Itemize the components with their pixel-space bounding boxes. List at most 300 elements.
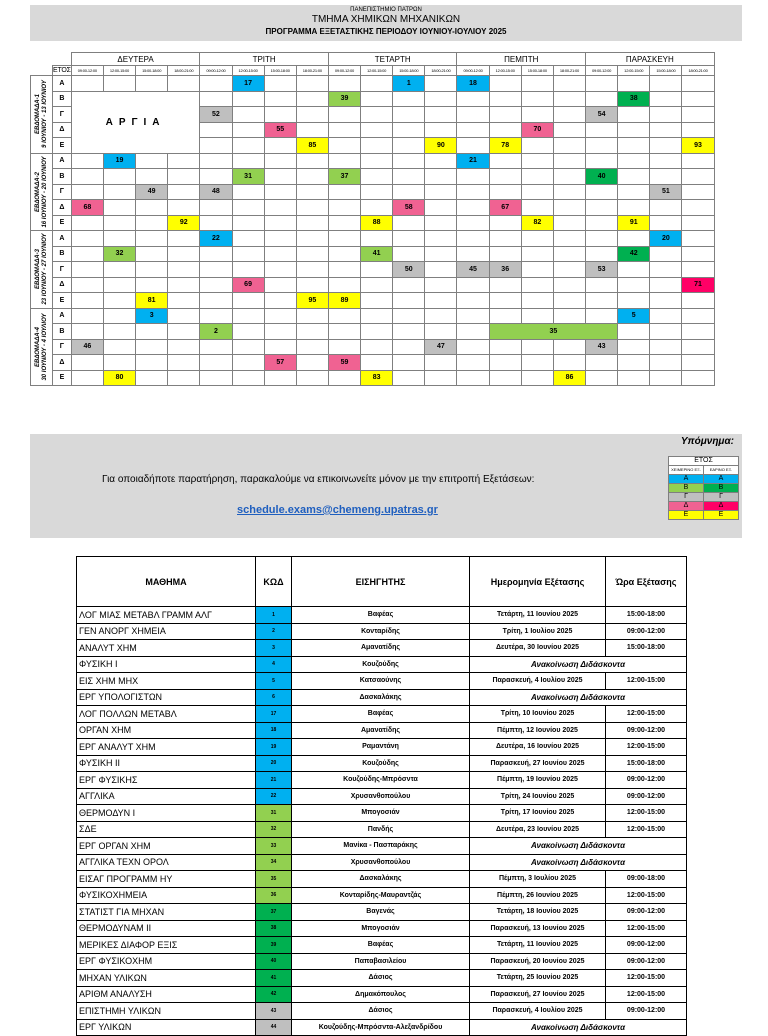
course-row: [77, 854, 687, 871]
slot-cell: [71, 324, 103, 340]
course-code: 20: [256, 755, 292, 772]
year-letter: Ε: [53, 293, 72, 309]
slot-cell: [650, 91, 682, 107]
slot-cell: [489, 91, 521, 107]
slot-cell: [200, 169, 232, 185]
slot-cell: [136, 339, 168, 355]
year-letter: Α: [53, 76, 72, 92]
slot-cell: [296, 122, 328, 138]
course-instructor: Ραμαντάνη: [292, 739, 470, 756]
course-instructor: Δημακόπουλος: [292, 986, 470, 1003]
course-code: 37: [256, 904, 292, 921]
exam-code-cell: 2: [200, 324, 232, 340]
slot-cell: [393, 138, 425, 154]
year-letter: Γ: [53, 184, 72, 200]
course-row: [77, 970, 687, 987]
slot-cell: [393, 324, 425, 340]
course-exam-date: Τετάρτη, 11 Ιουνίου 2025: [470, 607, 606, 624]
legend-swatch: Δ: [669, 502, 704, 511]
schedule-row: [31, 262, 715, 278]
legend-row: [669, 502, 739, 511]
slot-cell: [168, 153, 200, 169]
slot-cell: [425, 246, 457, 262]
exam-code-cell: 40: [586, 169, 618, 185]
course-name: ΕΡΓ ΥΛΙΚΩΝ: [77, 1019, 256, 1036]
course-exam-date: Τρίτη, 10 Ιουνίου 2025: [470, 706, 606, 723]
slot-cell: [553, 339, 585, 355]
course-exam-time: 12:00-15:00: [606, 986, 687, 1003]
course-exam-time: 12:00-15:00: [606, 821, 687, 838]
slot-cell: [650, 355, 682, 371]
exam-code-cell: 42: [618, 246, 650, 262]
year-letter: Ε: [53, 215, 72, 231]
course-instructor: Μπογοσιάν: [292, 920, 470, 937]
week-dates: 16 ΙΟΥΝΙΟΥ - 20 ΙΟΥΝΙΟΥ: [41, 156, 48, 228]
slot-cell: [103, 200, 135, 216]
week-dates: 30 ΙΟΥΝΙΟΥ - 4 ΙΟΥΛΙΟΥ: [41, 313, 48, 381]
slot-cell: [393, 231, 425, 247]
legend-title: Υπόμνημα:: [680, 436, 734, 447]
course-exam-date: Τρίτη, 24 Ιουνίου 2025: [470, 788, 606, 805]
schedule-row: [31, 231, 715, 247]
exam-code-cell: 67: [489, 200, 521, 216]
course-code: 36: [256, 887, 292, 904]
slot-cell: [361, 355, 393, 371]
slot-cell: [682, 308, 714, 324]
exam-code-cell: 32: [103, 246, 135, 262]
time-slot-header: 09:00-12:00: [586, 66, 618, 76]
course-exam-date: Τρίτη, 1 Ιουλίου 2025: [470, 623, 606, 640]
course-code: 39: [256, 937, 292, 954]
slot-cell: [264, 76, 296, 92]
slot-cell: [618, 184, 650, 200]
slot-cell: [200, 370, 232, 386]
course-instructor: Μανίκα - Πασπαράκης: [292, 838, 470, 855]
slot-cell: [393, 215, 425, 231]
exam-code-cell: 46: [71, 339, 103, 355]
slot-cell: [361, 91, 393, 107]
slot-cell: [521, 200, 553, 216]
course-instructor: Χρυσανθοπούλου: [292, 854, 470, 871]
course-exam-date: Πέμπτη, 3 Ιουλίου 2025: [470, 871, 606, 888]
time-slot-header: 09:00-12:00: [200, 66, 232, 76]
slot-cell: [71, 293, 103, 309]
exam-code-cell: 86: [553, 370, 585, 386]
course-exam-time: 12:00-15:00: [606, 739, 687, 756]
exam-code-cell: 53: [586, 262, 618, 278]
exam-code-cell: 36: [489, 262, 521, 278]
slot-cell: [200, 215, 232, 231]
legend-row: [669, 484, 739, 493]
slot-cell: [489, 293, 521, 309]
course-name: ΦΥΣΙΚΗ ΙΙ: [77, 755, 256, 772]
slot-cell: [393, 246, 425, 262]
course-code: 21: [256, 772, 292, 789]
time-slot-header: 15:00-18:00: [521, 66, 553, 76]
course-exam-date: Παρασκευή, 4 Ιουλίου 2025: [470, 673, 606, 690]
slot-cell: [489, 339, 521, 355]
schedule-row: [31, 277, 715, 293]
course-row: [77, 607, 687, 624]
slot-cell: [393, 355, 425, 371]
exam-code-cell: 68: [71, 200, 103, 216]
slot-cell: [361, 169, 393, 185]
course-name: ΕΙΣΑΓ ΠΡΟΓΡΑΜΜ ΗΥ: [77, 871, 256, 888]
exam-code-cell: 51: [650, 184, 682, 200]
time-slot-header: 18:00-21:00: [296, 66, 328, 76]
slot-cell: [650, 262, 682, 278]
schedule-row: [31, 215, 715, 231]
slot-cell: [136, 215, 168, 231]
course-code: 5: [256, 673, 292, 690]
slot-cell: [232, 91, 264, 107]
course-name: ΑΓΓΛΙΚΑ: [77, 788, 256, 805]
slot-cell: [361, 293, 393, 309]
course-column-header: Ημερομηνία Εξέτασης: [470, 557, 606, 607]
course-instructor: Δασκαλάκης: [292, 689, 470, 706]
slot-cell: [168, 169, 200, 185]
slot-cell: [425, 262, 457, 278]
slot-cell: [296, 107, 328, 123]
course-exam-date: Παρασκευή, 27 Ιουνίου 2025: [470, 755, 606, 772]
year-letter: Δ: [53, 355, 72, 371]
slot-cell: [361, 184, 393, 200]
slot-cell: [296, 370, 328, 386]
exam-code-cell: 41: [361, 246, 393, 262]
exam-code-cell: 49: [136, 184, 168, 200]
slot-cell: [650, 122, 682, 138]
slot-cell: [136, 153, 168, 169]
schedule-row: [31, 153, 715, 169]
slot-cell: [425, 107, 457, 123]
day-header-row: [31, 53, 715, 66]
slot-cell: [200, 153, 232, 169]
course-exam-time: 09:00-12:00: [606, 953, 687, 970]
slot-cell: [103, 231, 135, 247]
slot-cell: [425, 370, 457, 386]
legend-swatch: Δ: [704, 502, 739, 511]
slot-cell: [232, 200, 264, 216]
slot-cell: [553, 138, 585, 154]
slot-cell: [586, 215, 618, 231]
slot-cell: [136, 200, 168, 216]
slot-cell: [682, 91, 714, 107]
slot-cell: [328, 370, 360, 386]
schedule-row: [31, 184, 715, 200]
slot-cell: [361, 153, 393, 169]
course-exam-time: 12:00-15:00: [606, 805, 687, 822]
course-name: ΑΓΓΛΙΚΑ ΤΕΧΝ ΟΡΟΛ: [77, 854, 256, 871]
course-row: [77, 838, 687, 855]
slot-cell: [296, 355, 328, 371]
slot-cell: [71, 231, 103, 247]
slot-cell: [682, 169, 714, 185]
year-letter: Α: [53, 231, 72, 247]
slot-cell: [200, 308, 232, 324]
exam-code-cell: 5: [618, 308, 650, 324]
course-exam-date: Πέμπτη, 26 Ιουνίου 2025: [470, 887, 606, 904]
slot-cell: [71, 184, 103, 200]
exam-code-cell: 57: [264, 355, 296, 371]
year-letter: Α: [53, 153, 72, 169]
slot-cell: [489, 215, 521, 231]
slot-cell: [136, 324, 168, 340]
slot-cell: [103, 308, 135, 324]
slot-cell: [457, 91, 489, 107]
course-code: 19: [256, 739, 292, 756]
slot-cell: [489, 76, 521, 92]
slot-cell: [457, 293, 489, 309]
slot-cell: [71, 215, 103, 231]
course-row: [77, 805, 687, 822]
slot-cell: [618, 370, 650, 386]
slot-cell: [650, 277, 682, 293]
slot-cell: [232, 107, 264, 123]
slot-cell: [264, 91, 296, 107]
course-code: 31: [256, 805, 292, 822]
course-exam-date: Δευτέρα, 16 Ιουνίου 2025: [470, 739, 606, 756]
course-name: ΛΟΓ ΠΟΛΛΩΝ ΜΕΤΑΒΛ: [77, 706, 256, 723]
slot-cell: [200, 122, 232, 138]
slot-cell: [521, 246, 553, 262]
slot-cell: [457, 200, 489, 216]
slot-cell: [650, 308, 682, 324]
slot-cell: [296, 153, 328, 169]
slot-cell: [103, 355, 135, 371]
slot-cell: [328, 231, 360, 247]
slot-cell: [361, 324, 393, 340]
slot-cell: [521, 262, 553, 278]
slot-cell: [618, 169, 650, 185]
slot-cell: [553, 76, 585, 92]
course-instructor: Χρυσανθοπούλου: [292, 788, 470, 805]
slot-cell: [553, 231, 585, 247]
course-row: [77, 739, 687, 756]
course-instructor: Κουζούδης-Μπρόσντα-Αλεξανδρίδου: [292, 1019, 470, 1036]
slot-cell: [521, 91, 553, 107]
slot-cell: [361, 138, 393, 154]
schedule-row: [31, 370, 715, 386]
slot-cell: [393, 293, 425, 309]
slot-cell: [232, 262, 264, 278]
exam-code-cell: 48: [200, 184, 232, 200]
slot-cell: [457, 169, 489, 185]
slot-cell: [650, 215, 682, 231]
slot-cell: [296, 200, 328, 216]
slot-cell: [200, 200, 232, 216]
slot-cell: [136, 277, 168, 293]
slot-cell: [457, 355, 489, 371]
slot-cell: [521, 370, 553, 386]
course-code: 43: [256, 1003, 292, 1020]
slot-cell: [586, 122, 618, 138]
slot-cell: [296, 76, 328, 92]
slot-cell: [296, 262, 328, 278]
course-name: ΕΡΓ ΟΡΓΑΝ ΧΗΜ: [77, 838, 256, 855]
slot-cell: [682, 355, 714, 371]
course-exam-time: 09:00-12:00: [606, 1003, 687, 1020]
exam-code-cell: 91: [618, 215, 650, 231]
slot-cell: [264, 231, 296, 247]
slot-cell: [650, 324, 682, 340]
slot-cell: [682, 231, 714, 247]
slot-cell: [521, 107, 553, 123]
slot-cell: [457, 107, 489, 123]
slot-cell: [136, 246, 168, 262]
week-name: ΕΒΔΟΜΑΔΑ-2: [34, 171, 41, 212]
course-name: ΦΥΣΙΚΗ Ι: [77, 656, 256, 673]
slot-cell: [553, 184, 585, 200]
slot-cell: [489, 169, 521, 185]
slot-cell: [103, 76, 135, 92]
slot-cell: [425, 200, 457, 216]
time-slot-header: 18:00-21:00: [553, 66, 585, 76]
day-header: ΠΕΜΠΤΗ: [457, 53, 586, 66]
course-name: ΓΕΝ ΑΝΟΡΓ ΧΗΜΕΙΑ: [77, 623, 256, 640]
course-exam-date: Παρασκευή, 27 Ιουνίου 2025: [470, 986, 606, 1003]
slot-cell: [136, 76, 168, 92]
course-row: [77, 986, 687, 1003]
slot-cell: [264, 262, 296, 278]
slot-cell: [457, 246, 489, 262]
legend-swatch: Α: [704, 475, 739, 484]
time-slot-header: 15:00-18:00: [393, 66, 425, 76]
slot-cell: [425, 76, 457, 92]
slot-cell: [361, 107, 393, 123]
slot-cell: [586, 184, 618, 200]
slot-cell: [296, 91, 328, 107]
slot-cell: [71, 355, 103, 371]
course-exam-date: Πέμπτη, 19 Ιουνίου 2025: [470, 772, 606, 789]
slot-cell: [71, 169, 103, 185]
week-dates: 23 ΙΟΥΝΙΟΥ - 27 ΙΟΥΝΙΟΥ: [41, 233, 48, 305]
slot-cell: [586, 138, 618, 154]
slot-cell: [457, 215, 489, 231]
course-name: ΘΕΡΜΟΔΥΝ Ι: [77, 805, 256, 822]
course-instructor: Κονταρίδης: [292, 623, 470, 640]
slot-cell: [296, 231, 328, 247]
slot-cell: [232, 308, 264, 324]
legend-swatch: Γ: [669, 493, 704, 502]
exam-code-cell: 82: [521, 215, 553, 231]
slot-cell: [200, 355, 232, 371]
course-row: [77, 887, 687, 904]
schedule-row: [31, 339, 715, 355]
legend-row: [669, 493, 739, 502]
slot-cell: [682, 107, 714, 123]
slot-cell: [328, 308, 360, 324]
course-code: 44: [256, 1019, 292, 1036]
slot-cell: [553, 122, 585, 138]
time-slot-header: 12:00-15:00: [489, 66, 521, 76]
slot-cell: [425, 231, 457, 247]
course-code: 1: [256, 607, 292, 624]
slot-cell: [586, 293, 618, 309]
slot-cell: [457, 308, 489, 324]
slot-cell: [553, 262, 585, 278]
exam-code-cell: 89: [328, 293, 360, 309]
contact-message: Για οποιαδήποτε παρατήρηση, παρακαλούμε να επικοινωνείτε μόνον με την επιτροπή Εξετάσεων:: [102, 474, 535, 485]
course-name: ΕΡΓ ΦΥΣΙΚΟΧΗΜ: [77, 953, 256, 970]
slot-cell: [200, 339, 232, 355]
schedule-row: [31, 169, 715, 185]
course-name: ΣΔΕ: [77, 821, 256, 838]
slot-cell: [425, 293, 457, 309]
course-row: [77, 788, 687, 805]
exam-code-cell: 90: [425, 138, 457, 154]
slot-cell: [425, 215, 457, 231]
slot-cell: [393, 107, 425, 123]
course-row: [77, 920, 687, 937]
time-slot-header: 09:00-12:00: [328, 66, 360, 76]
course-code: 38: [256, 920, 292, 937]
exam-code-cell: 92: [168, 215, 200, 231]
slot-cell: [553, 308, 585, 324]
course-row: [77, 640, 687, 657]
year-letter: Β: [53, 324, 72, 340]
slot-cell: [457, 370, 489, 386]
slot-cell: [328, 138, 360, 154]
slot-cell: [168, 200, 200, 216]
slot-cell: [264, 169, 296, 185]
year-letter: Δ: [53, 277, 72, 293]
slot-cell: [264, 339, 296, 355]
slot-cell: [521, 184, 553, 200]
course-row: [77, 821, 687, 838]
slot-cell: [328, 262, 360, 278]
exam-code-cell: 20: [650, 231, 682, 247]
course-name: ΑΡΙΘΜ ΑΝΑΛΥΣΗ: [77, 986, 256, 1003]
slot-cell: [586, 355, 618, 371]
slot-cell: [103, 324, 135, 340]
slot-cell: [232, 355, 264, 371]
slot-cell: [425, 122, 457, 138]
slot-cell: [521, 293, 553, 309]
slot-cell: [168, 231, 200, 247]
slot-cell: [489, 370, 521, 386]
slot-cell: [328, 339, 360, 355]
course-code: 18: [256, 722, 292, 739]
slot-cell: [489, 355, 521, 371]
slot-cell: [328, 122, 360, 138]
slot-cell: [650, 293, 682, 309]
slot-cell: [457, 231, 489, 247]
slot-cell: [328, 76, 360, 92]
contact-email-link[interactable]: schedule.exams@chemeng.upatras.gr: [237, 504, 438, 516]
slot-cell: [553, 91, 585, 107]
slot-cell: [264, 246, 296, 262]
slot-cell: [393, 153, 425, 169]
course-instructor: Βαγενάς: [292, 904, 470, 921]
legend-semester: ΕΑΡΙΝΟ ΕΞ.: [704, 466, 739, 475]
course-name: ΦΥΣΙΚΟΧΗΜΕΙΑ: [77, 887, 256, 904]
slot-cell: [650, 107, 682, 123]
course-code: 17: [256, 706, 292, 723]
slot-cell: [168, 293, 200, 309]
slot-cell: [328, 277, 360, 293]
course-code: 2: [256, 623, 292, 640]
course-instructor: Αμανατίδης: [292, 640, 470, 657]
slot-cell: [682, 324, 714, 340]
slot-cell: [296, 277, 328, 293]
course-exam-time: 09:00-18:00: [606, 871, 687, 888]
legend-swatch: Ε: [704, 511, 739, 520]
exam-schedule-grid: [30, 52, 715, 386]
course-column-header: ΚΩΔ: [256, 557, 292, 607]
slot-cell: [618, 107, 650, 123]
course-instructor: Κονταρίδης-Μαυραντζάς: [292, 887, 470, 904]
exam-code-cell: 43: [586, 339, 618, 355]
